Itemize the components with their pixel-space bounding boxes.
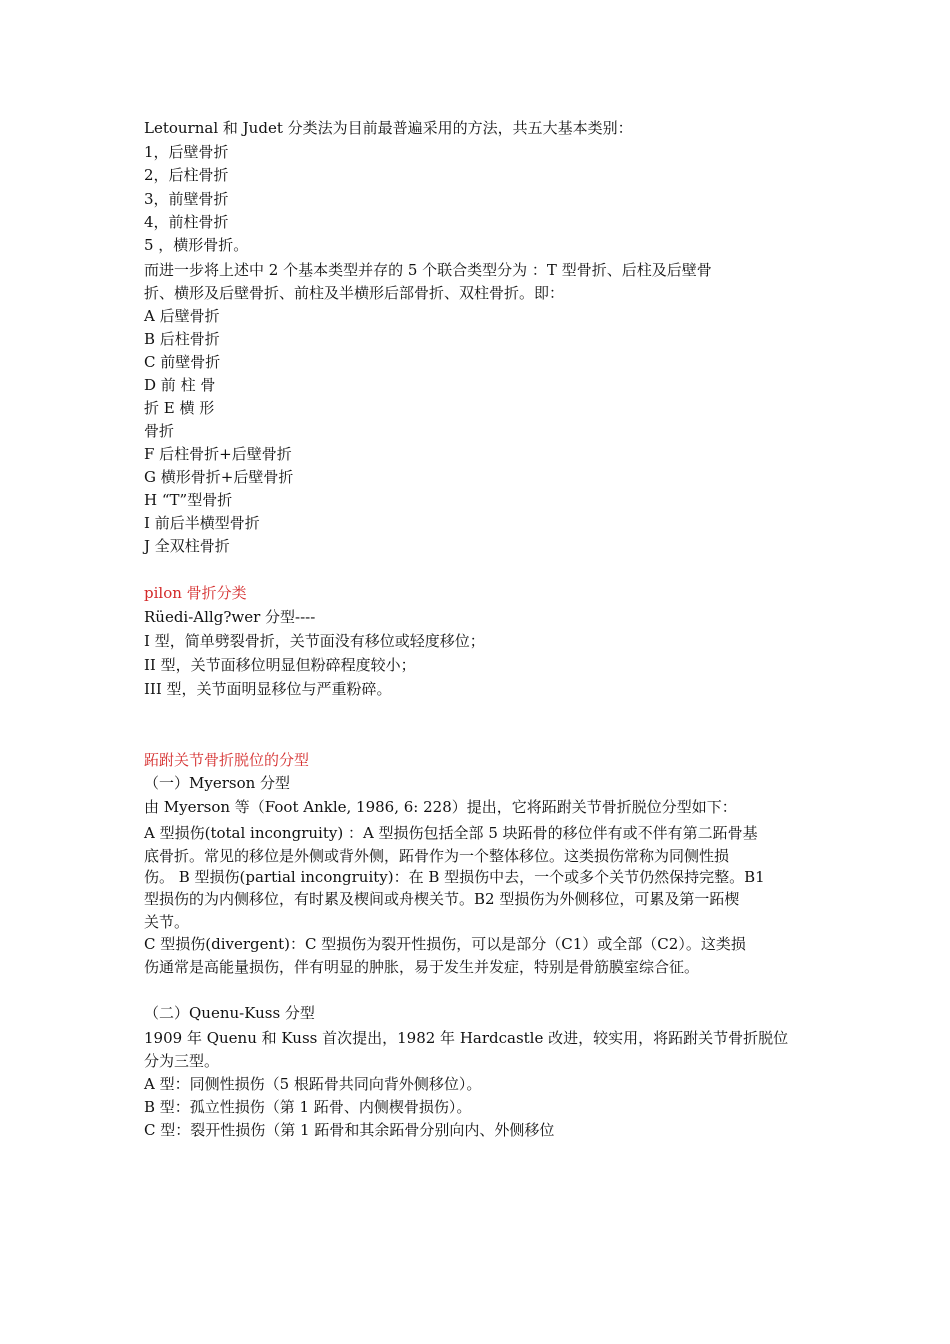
myerson-line-5: 关节。: [144, 913, 190, 931]
pilon-type-1: I 型，简单劈裂骨折，关节面没有移位或轻度移位；: [144, 632, 485, 650]
quenu-line-1: 1909 年 Quenu 和 Kuss 首次提出，1982 年 Hardcastle 改进，较实用，将跖跗关节骨折脱位: [144, 1029, 789, 1047]
quenu-type-a: A 型：同侧性损伤（5 根跖骨共同向背外侧移位）。: [144, 1075, 482, 1093]
basic-type-4: 4，前柱骨折: [144, 213, 229, 231]
myerson-line-7: 伤通常是高能量损伤，伴有明显的肿胀，易于发生并发症，特别是骨筋膜室综合征。: [144, 958, 700, 976]
basic-type-2: 2，后柱骨折: [144, 166, 229, 184]
pilon-type-2: II 型，关节面移位明显但粉碎程度较小；: [144, 656, 416, 674]
list-item-f: F 后柱骨折+后壁骨折: [144, 445, 292, 463]
quenu-title: （二）Quenu-Kuss 分型: [144, 1004, 315, 1022]
list-item-j: J 全双柱骨折: [144, 537, 230, 555]
myerson-title: （一）Myerson 分型: [144, 774, 291, 792]
myerson-intro: 由 Myerson 等（Foot Ankle, 1986, 6: 228）提出，它将跖跗关节骨折脱位分型如下：: [144, 798, 737, 816]
list-item-a: A 后壁骨折: [144, 307, 220, 325]
quenu-type-b: B 型：孤立性损伤（第 1 跖骨、内侧楔骨损伤）。: [144, 1098, 472, 1116]
letournal-intro: Letournal 和 Judet 分类法为目前最普遍采用的方法，共五大基本类别：: [144, 119, 633, 137]
list-item-d: D 前 柱 骨: [144, 376, 216, 394]
myerson-line-1: A 型损伤(total incongruity) ：A 型损伤包括全部 5 块跖骨的移位伴有或不伴有第二跖骨基: [144, 824, 758, 842]
basic-type-1: 1，后壁骨折: [144, 143, 229, 161]
list-item-c: C 前壁骨折: [144, 353, 221, 371]
myerson-line-3: 伤。 B 型损伤(partial incongruity)：在 B 型损伤中去，一个或多个关节仍然保持完整。B1: [144, 868, 765, 886]
pilon-heading: pilon 骨折分类: [144, 584, 247, 602]
list-item-d-e-wrap: 折 E 横 形: [144, 399, 215, 417]
pilon-system: Rüedi-Allg?wer 分型----: [144, 608, 316, 626]
list-item-e-wrap: 骨折: [144, 422, 175, 440]
myerson-line-4: 型损伤的为内侧移位，有时累及楔间或舟楔关节。B2 型损伤为外侧移位，可累及第一跖楔: [144, 890, 740, 908]
myerson-line-2: 底骨折。常见的移位是外侧或背外侧，跖骨作为一个整体移位。这类损伤常称为同侧性损: [144, 847, 730, 865]
basic-type-5: 5 ，横形骨折。: [144, 236, 249, 254]
myerson-line-6: C 型损伤(divergent)：C 型损伤为裂开性损伤，可以是部分（C1）或全部（C2）。这类损: [144, 935, 746, 953]
basic-type-3: 3，前壁骨折: [144, 190, 229, 208]
quenu-type-c: C 型：裂开性损伤（第 1 跖骨和其余跖骨分别向内、外侧移位: [144, 1121, 555, 1139]
list-item-b: B 后柱骨折: [144, 330, 220, 348]
list-item-h: H “T”型骨折: [144, 491, 233, 509]
combined-types-line-1: 而进一步将上述中 2 个基本类型并存的 5 个联合类型分为 ：T 型骨折、后柱及后壁骨: [144, 261, 712, 279]
list-item-i: I 前后半横型骨折: [144, 514, 260, 532]
combined-types-line-2: 折、横形及后壁骨折、前柱及半横形后部骨折、双柱骨折。即：: [144, 284, 565, 302]
pilon-type-3: III 型，关节面明显移位与严重粉碎。: [144, 680, 392, 698]
tmt-heading: 跖跗关节骨折脱位的分型: [144, 751, 310, 769]
list-item-g: G 横形骨折+后壁骨折: [144, 468, 294, 486]
quenu-line-2: 分为三型。: [144, 1052, 220, 1070]
